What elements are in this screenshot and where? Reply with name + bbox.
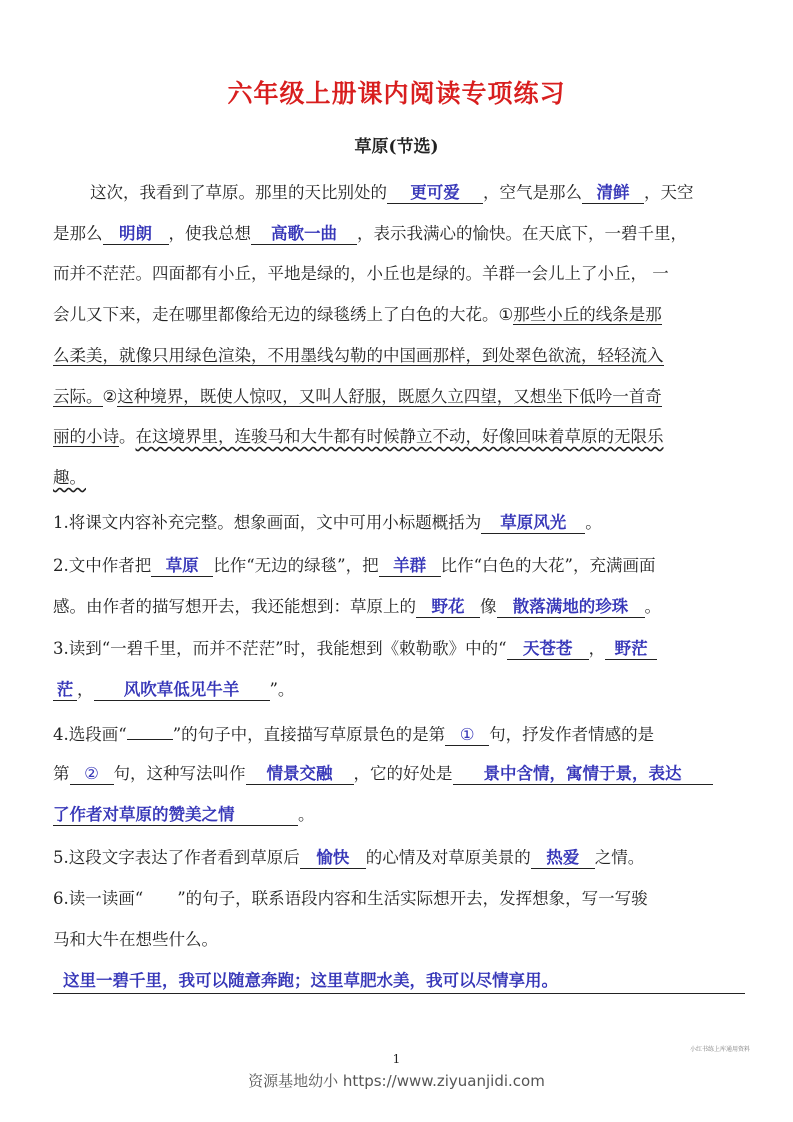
question-4-line-2: 第 ② 句，这种写法叫作 情景交融 ，它的好处是 景中含情，寓情于景，表达	[53, 762, 745, 786]
page-number: 1	[392, 1052, 401, 1066]
passage-line-7: 丽的小诗。在这境界里，连骏马和大牛都有时候静立不动，好像回味着草原的无限乐	[53, 427, 664, 446]
question-2-line-2: 感。由作者的描写想开去，我还能想到：草原上的 野花 像 散落满地的珍珠 。	[53, 597, 661, 616]
passage-line-3: 而并不茫茫。四面都有小丘，平地是绿的，小丘也是绿的。羊群一会儿上了小丘， 一	[53, 264, 669, 283]
answer-blank: 景中含情，寓情于景，表达	[453, 764, 713, 785]
answer-blank: 了作者对草原的赞美之情	[53, 805, 298, 826]
passage-line-6: 云际。②这种境界，既使人惊叹，又叫人舒服，既愿久立四望，又想坐下低吟一首奇	[53, 387, 662, 406]
answer-blank: ①	[445, 725, 489, 746]
watermark-footer: 资源基地幼小 https://www.ziyuanjidi.com	[248, 1072, 545, 1090]
answer-blank: 茫	[53, 680, 77, 701]
answer-blank: 散落满地的珍珠	[497, 597, 645, 618]
passage-line-2: 是那么 明朗 ，使我总想 高歌一曲 ，表示我满心的愉快。在天底下，一碧千里，	[53, 224, 687, 243]
passage-line-1: 这次，我看到了草原。那里的天比别处的 更可爱 ，空气是那么 清鲜 ，天空	[90, 183, 694, 202]
answer-blank: 野茫	[605, 639, 657, 660]
question-5: 5.这段文字表达了作者看到草原后 愉快 的心情及对草原美景的 热爱 之情。	[53, 848, 645, 867]
underline-sample	[127, 721, 173, 740]
wavy-underline-sample	[143, 887, 177, 911]
page-title: 六年级上册课内阅读专项练习	[227, 79, 566, 108]
question-4-line-1: 4.选段画“ ”的句子中，直接描写草原景色的是第 ① 句，抒发作者情感的是	[53, 721, 745, 745]
answer-blank: 草原	[151, 556, 213, 577]
answer-blank: 野花	[416, 597, 480, 618]
answer-blank: 高歌一曲	[251, 224, 357, 245]
answer-blank: 羊群	[379, 556, 441, 577]
passage-line-5: 么柔美，就像只用绿色渲染，不用墨线勾勒的中国画那样，到处翠色欲流，轻轻流入	[53, 346, 664, 365]
answer-blank: 明朗	[103, 224, 169, 245]
question-3-line-1: 3.读到“一碧千里，而并不茫茫”时，我能想到《敕勒歌》中的“ 天苍苍 ， 野茫	[53, 637, 745, 661]
question-6-answer: 这里一碧千里，我可以随意奔跑；这里草肥水美，我可以尽情享用。	[53, 968, 745, 994]
answer-blank: 天苍苍	[507, 639, 589, 660]
answer-blank: 清鲜	[582, 183, 644, 204]
tiny-note: 小红书练上库通用资料	[690, 1046, 751, 1053]
answer-blank: ②	[70, 764, 114, 785]
answer-blank: 愉快	[300, 848, 366, 869]
passage-line-8: 趣。	[53, 468, 86, 487]
answer-blank: 草原风光	[481, 513, 585, 534]
question-3-line-2: 茫 ， 风吹草低见牛羊 ”。	[53, 678, 745, 702]
answer-blank: 热爱	[531, 848, 595, 869]
passage-title: 草原(节选)	[354, 137, 439, 157]
question-6-line-1: 6.读一读画“ ”的句子，联系语段内容和生活实际想开去，发挥想象，写一写骏	[53, 887, 745, 911]
answer-blank: 更可爱	[387, 183, 483, 204]
answer-blank: 情景交融	[246, 764, 354, 785]
passage-line-4: 会儿又下来，走在哪里都像给无边的绿毯绣上了白色的大花。①那些小丘的线条是那	[53, 305, 662, 324]
question-6-line-2: 马和大牛在想些什么。	[53, 930, 218, 949]
question-1: 1.将课文内容补充完整。想象画面，文中可用小标题概括为 草原风光 。	[53, 513, 602, 532]
answer-blank: 风吹草低见牛羊	[94, 680, 270, 701]
question-4-line-3: 了作者对草原的赞美之情 。	[53, 805, 315, 824]
question-2-line-1: 2.文中作者把 草原 比作“无边的绿毯”，把 羊群 比作“白色的大花”，充满画面	[53, 556, 656, 575]
